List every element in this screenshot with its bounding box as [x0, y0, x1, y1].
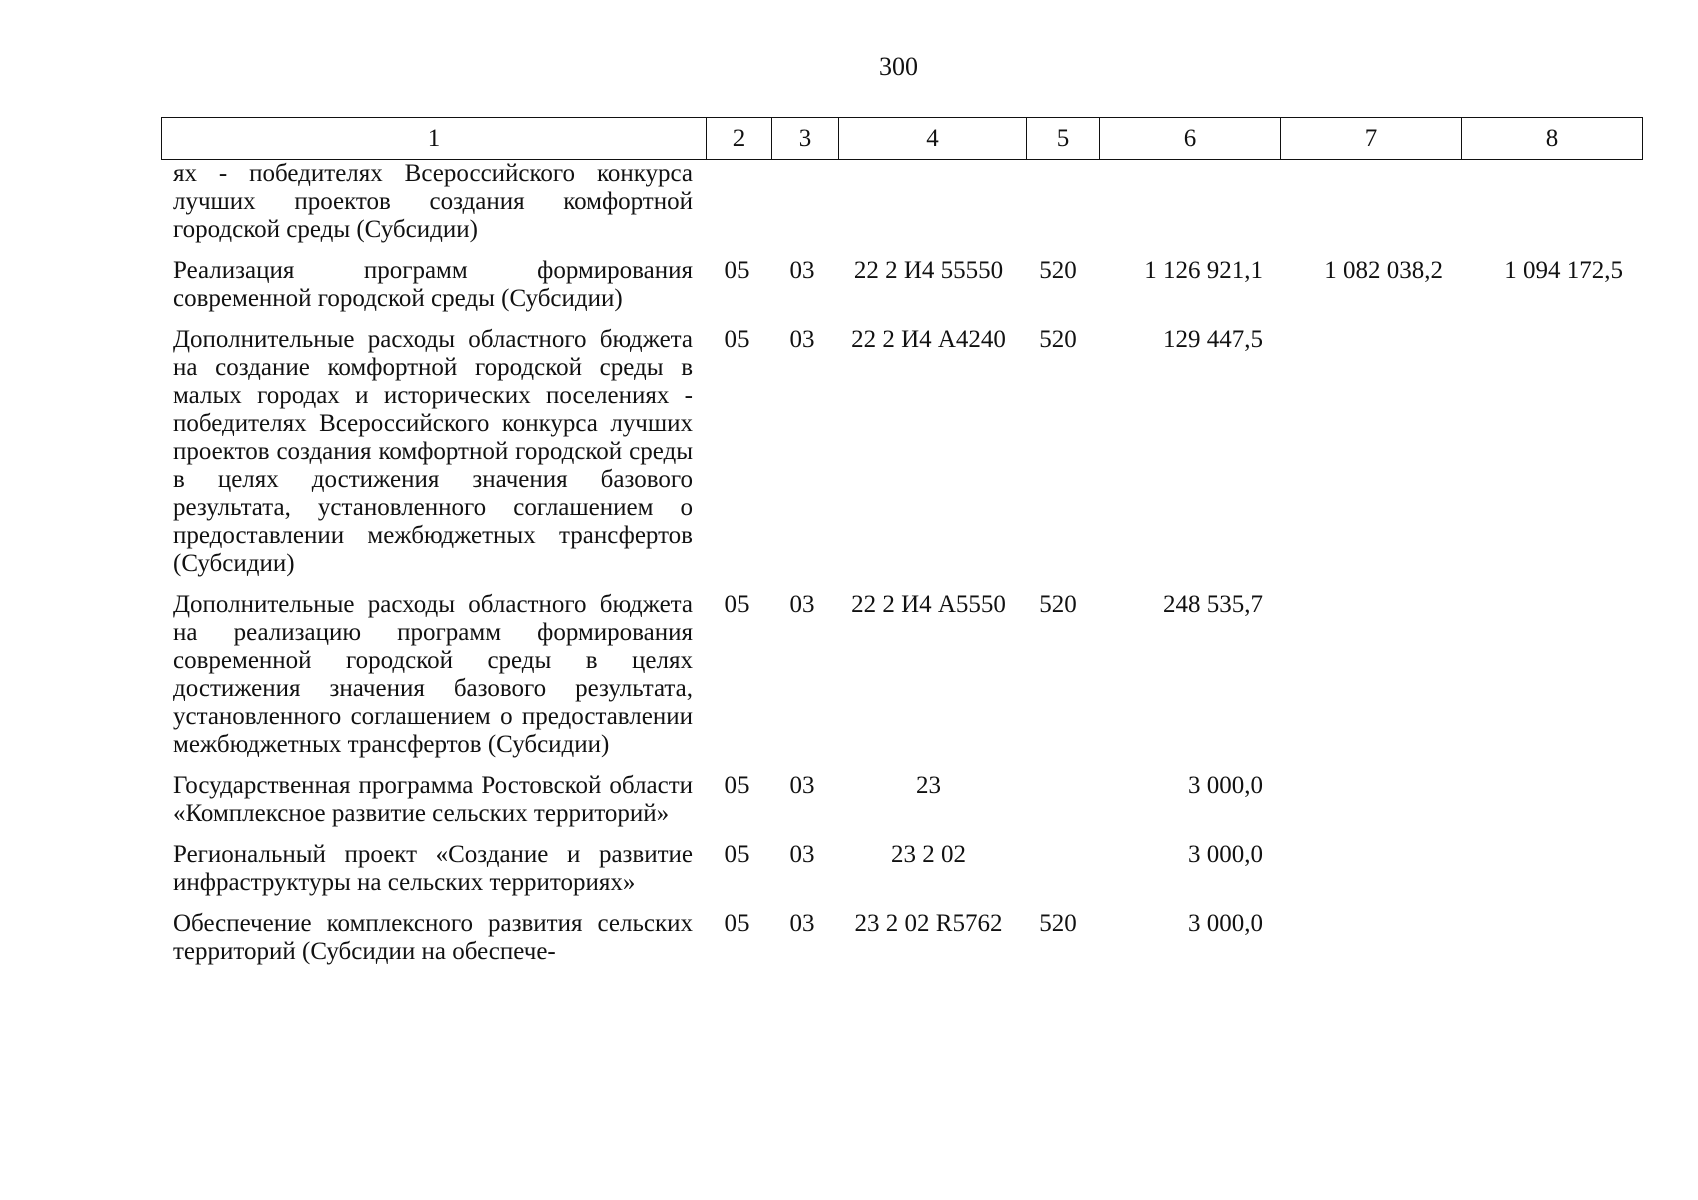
row-expense-type: 520 — [1039, 257, 1077, 284]
row-amount-3 — [1454, 160, 1634, 257]
row-amount-1 — [1094, 160, 1274, 257]
row-target-code — [835, 160, 1022, 257]
row-section: 05 — [724, 910, 750, 937]
page-number: 300 — [879, 52, 918, 81]
row-name: ях - победителях Всероссийского конкурса лучших проектов создания комфортной городской среды (Субсидии) — [173, 160, 693, 243]
row-subsection: 03 — [789, 772, 815, 799]
row-amount-2 — [1274, 910, 1454, 979]
budget-table-body — [161, 160, 1634, 979]
row-target-code: 22 2 И4 А4240 — [851, 326, 1006, 353]
row-amount-1: 3 000,0 — [1188, 910, 1263, 937]
row-target-code: 23 2 02 R5762 — [854, 910, 1003, 937]
row-expense-type: 520 — [1039, 910, 1077, 937]
header-row — [162, 118, 1643, 160]
row-amount-2 — [1274, 326, 1454, 591]
row-amount-2 — [1274, 841, 1454, 910]
row-expense-type — [1022, 841, 1094, 910]
table-row — [161, 910, 1634, 979]
row-amount-2: 1 082 038,2 — [1324, 257, 1443, 284]
row-subsection: 03 — [789, 841, 815, 868]
row-subsection: 03 — [789, 910, 815, 937]
table-row — [161, 772, 1634, 841]
table-row — [161, 591, 1634, 772]
header-col-5: 5 — [1027, 118, 1100, 160]
row-target-code: 23 2 02 — [891, 841, 966, 868]
row-subsection: 03 — [789, 257, 815, 284]
row-section — [705, 160, 769, 257]
row-amount-3: 1 094 172,5 — [1504, 257, 1623, 284]
row-name: Региональный проект «Создание и развитие инфраструктуры на сельских территориях» — [173, 841, 693, 896]
row-amount-3 — [1454, 841, 1634, 910]
row-expense-type: 520 — [1039, 326, 1077, 353]
header-col-1: 1 — [162, 118, 707, 160]
table-row — [161, 841, 1634, 910]
row-amount-3 — [1454, 326, 1634, 591]
row-name: Реализация программ формирования современной городской среды (Субсидии) — [173, 257, 693, 312]
table-row — [161, 160, 1634, 257]
row-subsection — [769, 160, 835, 257]
header-col-8: 8 — [1462, 118, 1643, 160]
row-expense-type — [1022, 160, 1094, 257]
header-col-4: 4 — [839, 118, 1027, 160]
row-target-code: 22 2 И4 А5550 — [851, 591, 1006, 618]
row-expense-type: 520 — [1039, 591, 1077, 618]
row-amount-3 — [1454, 772, 1634, 841]
row-subsection: 03 — [789, 591, 815, 618]
row-amount-1: 3 000,0 — [1188, 772, 1263, 799]
row-amount-2 — [1274, 591, 1454, 772]
row-amount-3 — [1454, 910, 1634, 979]
row-amount-3 — [1454, 591, 1634, 772]
table-row — [161, 326, 1634, 591]
column-number-header — [161, 117, 1643, 160]
row-amount-2 — [1274, 772, 1454, 841]
row-section: 05 — [724, 591, 750, 618]
row-name: Государственная программа Ростовской области «Комплексное развитие сельских территорий» — [173, 772, 693, 827]
row-amount-2 — [1274, 160, 1454, 257]
table-row — [161, 257, 1634, 326]
header-col-2: 2 — [707, 118, 772, 160]
row-target-code: 23 — [916, 772, 941, 799]
row-amount-1: 1 126 921,1 — [1144, 257, 1263, 284]
row-target-code: 22 2 И4 55550 — [853, 257, 1004, 284]
row-subsection: 03 — [789, 326, 815, 353]
row-amount-1: 3 000,0 — [1188, 841, 1263, 868]
header-col-6: 6 — [1100, 118, 1281, 160]
row-name: Дополнительные расходы областного бюджета на реализацию программ формирования современной городской среды в целях достижения значения базового результата, установленного соглашением о предоставлении межбюджетных трансфертов (Субсидии) — [173, 591, 693, 758]
row-amount-1: 248 535,7 — [1163, 591, 1263, 618]
row-expense-type — [1022, 772, 1094, 841]
header-col-7: 7 — [1281, 118, 1462, 160]
row-section: 05 — [724, 257, 750, 284]
row-amount-1: 129 447,5 — [1163, 326, 1263, 353]
row-section: 05 — [724, 326, 750, 353]
row-section: 05 — [724, 841, 750, 868]
row-name: Обеспечение комплексного развития сельских территорий (Субсидии на обеспече- — [173, 910, 693, 965]
row-name: Дополнительные расходы областного бюджета на создание комфортной городской среды в малых городах и исторических поселениях - победителях Всероссийского конкурса лучших проектов создания комфортной городской среды в целях достижения значения базового результата, установленного соглашением о предоставлении межбюджетных трансфертов (Субсидии) — [173, 326, 693, 577]
row-section: 05 — [724, 772, 750, 799]
header-col-3: 3 — [772, 118, 839, 160]
